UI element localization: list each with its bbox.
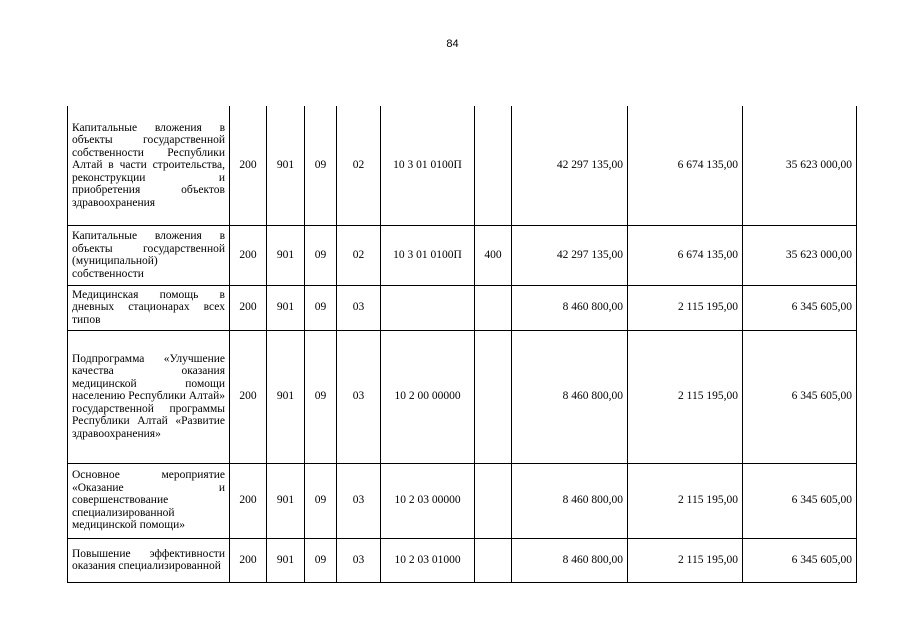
cell-expense-type — [475, 285, 512, 330]
cell-subsection: 02 — [337, 106, 381, 225]
cell-amount-total: 8 460 800,00 — [512, 463, 628, 538]
cell-amount-2: 2 115 195,00 — [628, 463, 743, 538]
cell-code: 200 — [230, 225, 267, 285]
cell-expense-type — [475, 463, 512, 538]
cell-amount-2: 6 674 135,00 — [628, 106, 743, 225]
table-row — [68, 463, 857, 538]
row-name: Повышение эффективности оказания специализированной — [68, 538, 230, 582]
cell-amount-total: 8 460 800,00 — [512, 538, 628, 582]
table-row — [68, 330, 857, 463]
table-row — [68, 285, 857, 330]
cell-subsection: 02 — [337, 225, 381, 285]
table-row — [68, 106, 857, 225]
cell-target-article: 10 2 03 01000 — [381, 538, 475, 582]
row-name: Капитальные вложения в объекты государственной (муниципальной) собственности — [68, 225, 230, 285]
cell-amount-total: 8 460 800,00 — [512, 330, 628, 463]
cell-ministry: 901 — [267, 106, 305, 225]
cell-target-article: 10 3 01 0100П — [381, 225, 475, 285]
cell-section: 09 — [305, 538, 337, 582]
row-name: Капитальные вложения в объекты государственной собственности Республики Алтай в части строительства, реконструкции и приобретения объектов здравоохранения — [68, 106, 230, 225]
cell-amount-3: 6 345 605,00 — [743, 463, 857, 538]
cell-ministry: 901 — [267, 538, 305, 582]
cell-code: 200 — [230, 285, 267, 330]
row-name: Медицинская помощь в дневных стационарах всех типов — [68, 285, 230, 330]
cell-ministry: 901 — [267, 330, 305, 463]
cell-section: 09 — [305, 106, 337, 225]
budget-table — [67, 106, 857, 583]
cell-subsection: 03 — [337, 330, 381, 463]
row-name: Основное мероприятие «Оказание и совершенствование специализированной медицинской помощи» — [68, 463, 230, 538]
cell-code: 200 — [230, 463, 267, 538]
cell-subsection: 03 — [337, 538, 381, 582]
cell-section: 09 — [305, 463, 337, 538]
cell-amount-2: 6 674 135,00 — [628, 225, 743, 285]
cell-ministry: 901 — [267, 285, 305, 330]
cell-target-article: 10 3 01 0100П — [381, 106, 475, 225]
cell-amount-2: 2 115 195,00 — [628, 538, 743, 582]
page-number: 84 — [446, 38, 459, 50]
cell-amount-2: 2 115 195,00 — [628, 285, 743, 330]
cell-target-article: 10 2 03 00000 — [381, 463, 475, 538]
cell-amount-3: 35 623 000,00 — [743, 106, 857, 225]
cell-expense-type — [475, 538, 512, 582]
cell-amount-2: 2 115 195,00 — [628, 330, 743, 463]
cell-section: 09 — [305, 330, 337, 463]
cell-section: 09 — [305, 285, 337, 330]
cell-subsection: 03 — [337, 285, 381, 330]
cell-section: 09 — [305, 225, 337, 285]
cell-amount-total: 42 297 135,00 — [512, 106, 628, 225]
table-row — [68, 538, 857, 582]
cell-amount-3: 6 345 605,00 — [743, 538, 857, 582]
cell-code: 200 — [230, 330, 267, 463]
cell-target-article — [381, 285, 475, 330]
cell-code: 200 — [230, 106, 267, 225]
cell-amount-3: 6 345 605,00 — [743, 330, 857, 463]
cell-target-article: 10 2 00 00000 — [381, 330, 475, 463]
cell-expense-type — [475, 330, 512, 463]
cell-expense-type: 400 — [475, 225, 512, 285]
cell-expense-type — [475, 106, 512, 225]
cell-amount-total: 8 460 800,00 — [512, 285, 628, 330]
cell-ministry: 901 — [267, 225, 305, 285]
cell-subsection: 03 — [337, 463, 381, 538]
cell-amount-total: 42 297 135,00 — [512, 225, 628, 285]
table-row — [68, 225, 857, 285]
cell-ministry: 901 — [267, 463, 305, 538]
cell-code: 200 — [230, 538, 267, 582]
cell-amount-3: 6 345 605,00 — [743, 285, 857, 330]
row-name: Подпрограмма «Улучшение качества оказания медицинской помощи населению Республики Алтай» государственной программы Республики Алтай «Развитие здравоохранения» — [68, 330, 230, 463]
cell-amount-3: 35 623 000,00 — [743, 225, 857, 285]
